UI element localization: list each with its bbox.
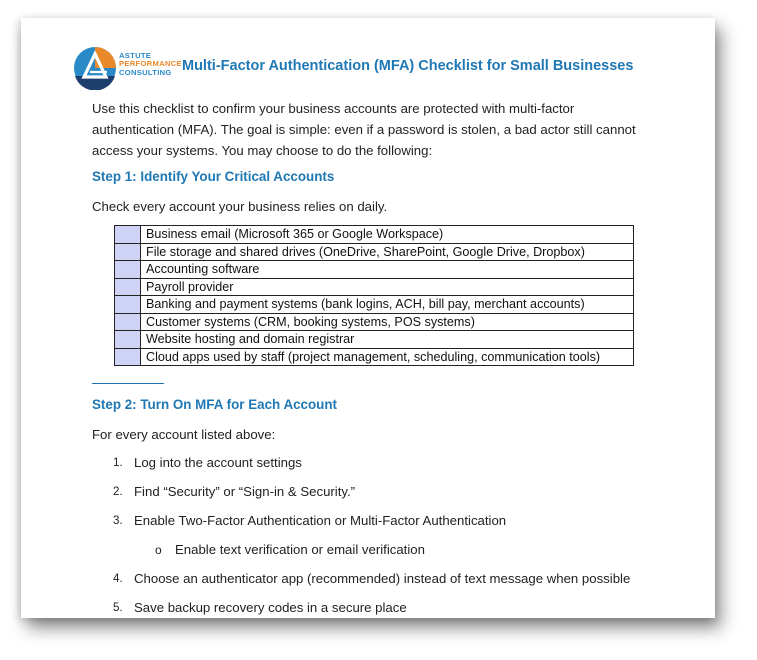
- checkbox-cell[interactable]: [115, 243, 141, 261]
- table-row: [115, 226, 634, 244]
- table-row: [115, 348, 634, 366]
- sub-list-text: Enable text verification or email verification: [175, 542, 425, 557]
- account-label: Customer systems (CRM, booking systems, POS systems): [141, 313, 634, 331]
- list-text: Enable Two-Factor Authentication or Multi-Factor Authentication: [134, 513, 507, 528]
- logo-wordmark: [119, 52, 182, 77]
- table-row: [115, 296, 634, 314]
- astute-logo-icon: [73, 46, 117, 90]
- list-number: 3.: [113, 514, 123, 527]
- account-label: Payroll provider: [141, 278, 634, 296]
- step1-lead: Check every account your business relies on daily.: [92, 199, 388, 214]
- checkbox-cell[interactable]: [115, 331, 141, 349]
- list-number: 5.: [113, 601, 123, 614]
- logo-line-3: CONSULTING: [119, 67, 172, 77]
- document-page: [21, 18, 715, 618]
- list-text: Log into the account settings: [134, 455, 302, 470]
- list-number: 4.: [113, 572, 123, 585]
- list-text: Save backup recovery codes in a secure place: [134, 600, 407, 615]
- step1-heading: Step 1: Identify Your Critical Accounts: [92, 169, 335, 184]
- step2-heading: Step 2: Turn On MFA for Each Account: [92, 397, 338, 412]
- account-label: Business email (Microsoft 365 or Google Workspace): [141, 226, 634, 244]
- checkbox-cell[interactable]: [115, 296, 141, 314]
- table-row: [115, 313, 634, 331]
- logo-line-2: PERFORMANCE: [119, 59, 182, 69]
- table-row: [115, 243, 634, 261]
- accounts-checklist-table: [114, 225, 634, 366]
- table-row: [115, 331, 634, 349]
- list-text: Find “Security” or “Sign-in & Security.”: [134, 484, 356, 499]
- account-label: Website hosting and domain registrar: [141, 331, 634, 349]
- account-label: Cloud apps used by staff (project management, scheduling, communication tools): [141, 348, 634, 366]
- intro-paragraph: Use this checklist to confirm your business accounts are protected with multi-factor authentication (MFA). The goal is simple: even if a password is stolen, a bad actor still cannot access your systems. You may choose to do the following:: [92, 101, 636, 158]
- section-divider: [92, 383, 164, 384]
- account-label: Banking and payment systems (bank logins, ACH, bill pay, merchant accounts): [141, 296, 634, 314]
- sub-bullet: o: [155, 543, 162, 557]
- table-row: [115, 278, 634, 296]
- account-label: File storage and shared drives (OneDrive, SharePoint, Google Drive, Dropbox): [141, 243, 634, 261]
- checkbox-cell[interactable]: [115, 313, 141, 331]
- checkbox-cell[interactable]: [115, 261, 141, 279]
- table-row: [115, 261, 634, 279]
- list-number: 1.: [113, 456, 123, 469]
- account-label: Accounting software: [141, 261, 634, 279]
- document-title: Multi-Factor Authentication (MFA) Checklist for Small Businesses: [182, 58, 634, 74]
- checkbox-cell[interactable]: [115, 278, 141, 296]
- checkbox-cell[interactable]: [115, 348, 141, 366]
- step2-lead: For every account listed above:: [92, 427, 276, 442]
- list-text: Choose an authenticator app (recommended) instead of text message when possible: [134, 571, 631, 586]
- checkbox-cell[interactable]: [115, 226, 141, 244]
- logo-line-1: ASTUTE: [119, 51, 152, 60]
- list-number: 2.: [113, 485, 123, 498]
